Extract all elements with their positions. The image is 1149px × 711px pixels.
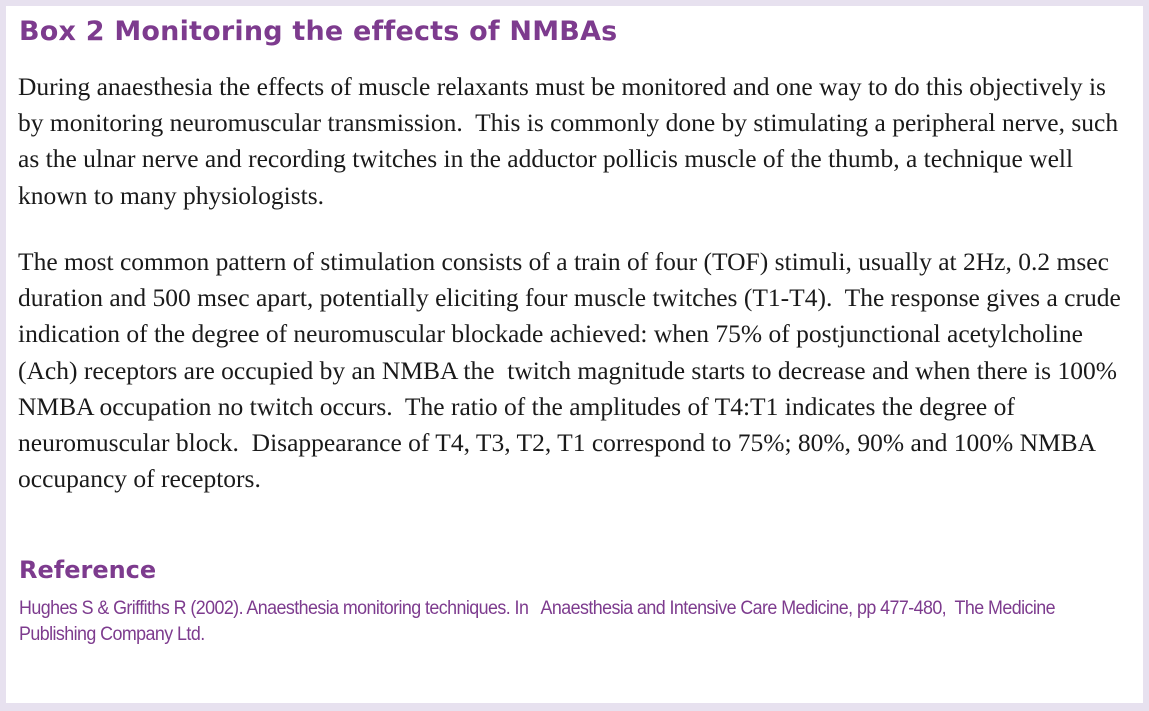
reference-heading: Reference xyxy=(19,556,157,584)
box-title: Box 2 Monitoring the effects of NMBAs xyxy=(19,16,618,47)
info-box xyxy=(6,6,1143,703)
body-paragraph-1: During anaesthesia the effects of muscle relaxants must be monitored and one way to do this objectively is by monitoring neuromuscular transmission. This is commonly done by stimulating a peripheral nerve, such as the ulnar nerve and recording twitches in the adductor pollicis muscle of the thumb, a technique well known to many physiologists. xyxy=(18,72,1125,210)
reference-citation: Hughes S & Griffiths R (2002). Anaesthesia monitoring techniques. In Anaesthesia and Intensive Care Medicine, pp 477-480, The Medicine Publishing Company Ltd. xyxy=(19,598,1060,645)
body-paragraph-2: The most common pattern of stimulation consists of a train of four (TOF) stimuli, usually at 2Hz, 0.2 msec duration and 500 msec apart, potentially eliciting four muscle twitches (T1-T4). The response gives a crude indication of the degree of neuromuscular blockade achieved: when 75% of postjunctional acetylcholine (Ach) receptors are occupied by an NMBA the twitch magnitude starts to decrease and when there is 100% NMBA occupation no twitch occurs. The ratio of the amplitudes of T4:T1 indicates the degree of neuromuscular block. Disappearance of T4, T3, T2, T1 correspond to 75%; 80%, 90% and 100% NMBA occupancy of receptors. xyxy=(18,247,1128,494)
